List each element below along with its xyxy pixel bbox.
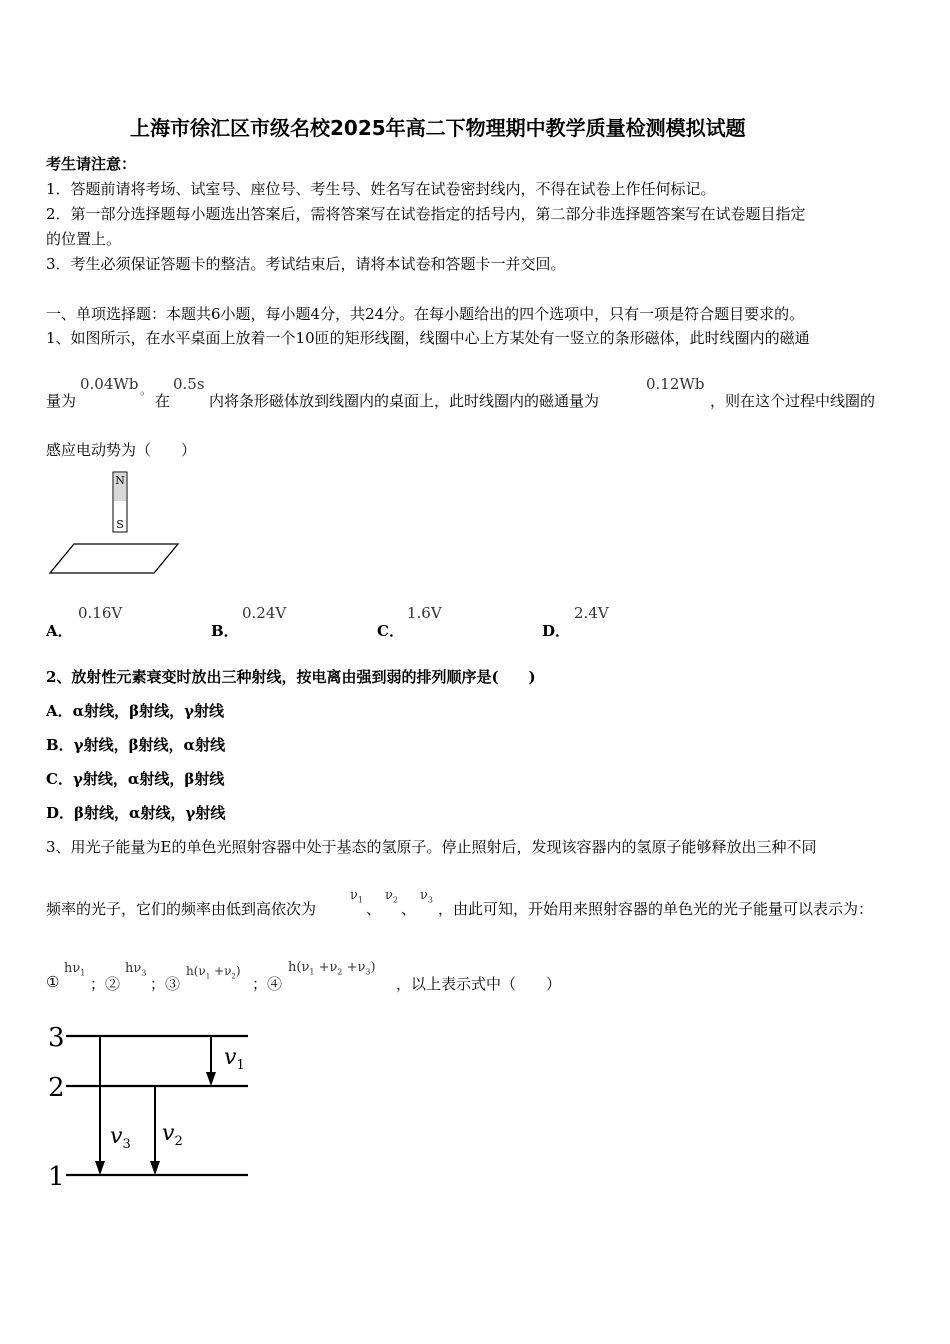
q3-stem-line1: 3、用光子能量为E的单色光照射容器中处于基态的氢原子。停止照射后，发现该容器内的氢原子能够释放出三种不同 [46,838,817,856]
q2-option-b[interactable]: B．γ射线，β射线，α射线 [46,736,226,754]
magnet-south-label: S [116,518,124,531]
q1-stem-text: 内将条形磁体放到线圈内的桌面上，此时线圈内的磁通量为 [209,392,600,410]
level-label-3: 3 [48,1023,65,1053]
q1-option-c-label[interactable]: C． [377,622,404,640]
q3-expr-1: $h\nu_1$ [64,961,86,978]
q1-option-c-value: 1.6V [407,604,442,622]
q1-dot: 。 [140,383,153,397]
q1-flux-final: 0.12Wb [646,375,705,393]
level-label-2: 2 [48,1073,65,1103]
q3-separator: 、 [401,900,417,918]
label-v2: $v_2$ [162,1121,183,1149]
q1-option-b-label[interactable]: B． [211,622,239,640]
q1-option-d-value: 2.4V [574,604,609,622]
q1-option-a-value: 0.16V [78,604,123,622]
q3-expr-marker: ；④ [252,975,283,993]
q2-option-a[interactable]: A．α射线，β射线，γ射线 [46,702,225,720]
notice-item: 的位置上。 [46,230,122,248]
notice-item: 1．答题前请将考场、试室号、座位号、考生号、姓名写在试卷密封线内，不得在试卷上作任何标记。 [46,180,716,198]
q3-nu1: $\nu_1$ [350,888,363,905]
q3-expr-4: $h(\nu_1 +\nu_2 +\nu_3)$ [288,960,376,977]
q1-stem-text: 量为 [46,392,77,410]
label-v3: $v_3$ [110,1124,131,1152]
page-title: 上海市徐汇区市级名校2025年高二下物理期中教学质量检测模拟试题 [130,116,746,140]
magnet-north-label: N [115,474,125,487]
q1-stem-line3: 感应电动势为（ ） [46,441,197,459]
q3-expr-marker: ；③ [150,975,181,993]
energy-level-diagram [40,1018,255,1193]
q1-option-a-label[interactable]: A． [46,622,73,640]
q3-stem-text: 频率的光子，它们的频率由低到高依次为 [46,900,317,918]
q1-figure [44,470,184,580]
notice-heading: 考生请注意： [46,155,137,173]
notice-item: 2．第一部分选择题每小题选出答案后，需将答案写在试卷指定的括号内，第二部分非选择题答案写在试卷题目指定 [46,205,806,223]
q3-stem-text: ，由此可知，开始用来照射容器的单色光的光子能量可以表示为： [438,900,874,918]
q3-expr-2: $h\nu_3$ [125,961,147,978]
q3-expr-marker: ① [46,973,60,991]
q1-option-b-value: 0.24V [242,604,287,622]
q2-stem: 2、放射性元素衰变时放出三种射线，按电离由强到弱的排列顺序是( ) [46,668,536,686]
q2-option-d[interactable]: D．β射线，α射线，γ射线 [46,804,226,822]
q1-option-d-label[interactable]: D． [542,622,571,640]
q1-stem-text: 在 [155,392,171,410]
label-v1: $v_1$ [224,1045,245,1073]
section-heading: 一、单项选择题：本题共6小题，每小题4分，共24分。在每小题给出的四个选项中，只有一项是符合题目要求的。 [46,305,805,323]
q1-flux-initial: 0.04Wb [80,375,139,393]
notice-item: 3．考生必须保证答题卡的整洁。考试结束后，请将本试卷和答题卡一并交回。 [46,255,566,273]
level-label-1: 1 [48,1162,65,1192]
q3-nu3: $\nu_3$ [420,888,433,905]
q1-stem-line1: 1、如图所示，在水平桌面上放着一个10匝的矩形线圈，线圈中心上方某处有一竖立的条形磁体，此时线圈内的磁通 [46,329,810,347]
coil [50,544,178,573]
q1-stem-text: ，则在这个过程中线圈的 [710,392,876,410]
q3-nu2: $\nu_2$ [385,888,398,905]
q3-expr-marker: ；② [90,975,121,993]
q3-expr-3: $h(\nu_1 +\nu_2)$ [186,964,241,981]
q1-time: 0.5s [173,375,205,393]
q3-expr-tail: ，以上表示式中（ ） [396,975,562,993]
q2-option-c[interactable]: C．γ射线，α射线，β射线 [46,770,225,788]
q3-separator: 、 [366,900,382,918]
